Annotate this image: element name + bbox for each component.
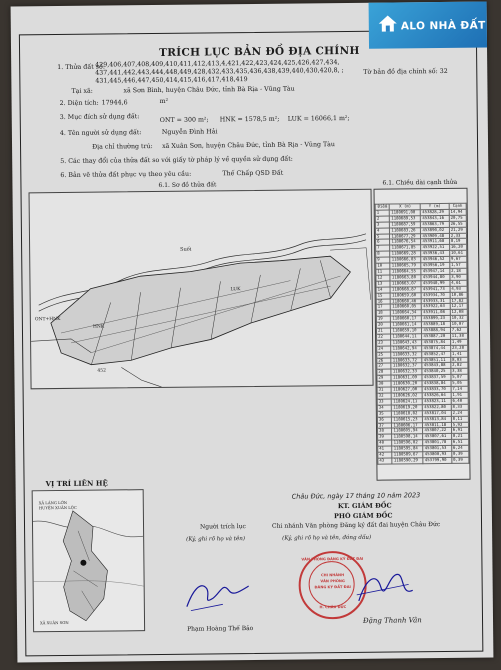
table-cell: 453940,99 [421, 280, 449, 286]
parcel-map [29, 189, 374, 390]
table-cell: 16 [376, 299, 391, 305]
table-cell: 1180590,29 [392, 458, 423, 464]
table-cell: 453875,84 [422, 339, 450, 345]
table-cell: 453837,59 [422, 375, 450, 381]
request-label: 6. Bản vẽ thửa đất phục vụ theo yêu cầu: [60, 170, 192, 179]
stamp-text: ĐĂNG KÝ ĐẤT ĐAI [314, 584, 351, 590]
table-cell: 1180660,46 [391, 298, 422, 304]
changes-label: 5. Các thay đổi của thửa đất so với giấy tờ pháp lý về quyền sử dụng đất: [60, 155, 293, 165]
table-cell: 1180595,84 [392, 446, 423, 452]
table-cell: 3 [375, 222, 390, 228]
table-cell: 1180689,53 [390, 216, 421, 222]
table-cell: 4,61 [450, 280, 467, 286]
table-cell: 14,94 [449, 209, 466, 215]
vitri-label: XÃ XUÂN SƠN [40, 619, 69, 626]
table-cell: 7 [376, 245, 391, 251]
table-cell: 2,18 [450, 268, 467, 274]
table-cell: 1180632,37 [391, 363, 422, 369]
table-cell: 35 [377, 411, 392, 417]
map-label-stream: Suối [180, 246, 192, 253]
table-cell: 4 [375, 228, 390, 234]
owner-name: Nguyễn Đình Hải [161, 128, 218, 136]
table-cell: 10,86 [450, 292, 467, 298]
table-cell: 31 [377, 387, 392, 393]
table-cell: 6,51 [451, 439, 468, 445]
table-cell: 1180665,79 [390, 263, 421, 269]
table-cell: 1180633,32 [391, 351, 422, 357]
table-cell: 1,41 [450, 351, 467, 357]
table-cell: 1180659,10 [391, 328, 422, 334]
watermark-text: ALO NHÀ ĐẤT [400, 19, 486, 33]
table-cell: 27 [377, 364, 392, 370]
table-cell: 453889,18 [422, 322, 450, 328]
table-cell: 453811,18 [423, 422, 451, 428]
parcel-map-drawing [30, 190, 373, 389]
table-cell: 453946,52 [421, 257, 449, 263]
table-cell: 1180687,59 [390, 221, 421, 227]
table-cell: 8,19 [449, 239, 466, 245]
table-cell: 1180663,80 [390, 275, 421, 281]
table-cell: 453874,44 [422, 345, 450, 351]
table-cell: 5,05 [451, 380, 468, 386]
extractor-role: Người trích lục [200, 523, 246, 531]
map-label-hnk: HNK [92, 324, 105, 330]
table-cell: 1 [375, 210, 390, 216]
table-cell: 10 [376, 263, 391, 269]
table-cell: 453911,68 [421, 239, 449, 245]
table-cell: 1180668,87 [391, 286, 422, 292]
table-cell: 453838,84 [423, 381, 451, 387]
table-cell: 1,49 [450, 339, 467, 345]
parcel-line-3: 431,445,446,447,450,414,415,416,417,418,419 [95, 76, 248, 85]
table-cell: 1180630,20 [391, 381, 422, 387]
table-cell: 22 [377, 334, 392, 340]
table-cell: 42 [378, 452, 393, 458]
table-cell: 23,28 [450, 345, 467, 351]
vitri-heading: VỊ TRÍ LIÊN HỆ [45, 478, 108, 489]
table-cell: 28 [377, 369, 392, 375]
table-cell: 453843,88 [422, 363, 450, 369]
stamp-text: H. CHÂU ĐỨC [319, 605, 347, 610]
table-cell: 1180642,94 [391, 345, 422, 351]
table-cell: 1180660,05 [391, 304, 422, 310]
table-cell: 453801,53 [423, 446, 451, 452]
deputy-director-label: PHÓ GIÁM ĐỐC [333, 511, 393, 521]
place-date: Châu Đức, ngày 17 tháng 10 năm 2023 [291, 491, 421, 501]
table-cell: 453852,47 [422, 351, 450, 357]
purpose-luk: LUK = 16066,1 m²; [287, 114, 350, 123]
table-cell: 453944,80 [421, 274, 449, 280]
table-cell: 25 [377, 352, 392, 358]
table-cell: 8,11 [451, 416, 468, 422]
table-cell: 23 [377, 340, 392, 346]
purpose-label: 3. Mục đích sử dụng đất: [59, 113, 140, 122]
table-cell: 1180619,20 [392, 405, 423, 411]
table-cell: 18 [376, 310, 391, 316]
table-cell: 24 [377, 346, 392, 352]
table-cell: 6,24 [451, 445, 468, 451]
table-cell: 34 [377, 405, 392, 411]
table-cell: 8 [376, 251, 391, 257]
table-cell: 26 [377, 358, 392, 364]
table-row [378, 457, 469, 464]
table-cell: 33 [377, 399, 392, 405]
parcel-line-2: 437,441,442,443,444,448,449,428,432,433,435,436,438,439,440,430,420,8, ; [95, 67, 344, 77]
table-cell: 453799,90 [423, 457, 451, 463]
table-cell: 1180618,02 [392, 410, 423, 416]
director-signature [352, 566, 422, 613]
table-cell: 453933,31 [422, 298, 450, 304]
table-cell: 8,03 [451, 357, 468, 363]
table-cell: 17,82 [450, 298, 467, 304]
purpose-hnk: HNK = 1578,5 m²; [219, 115, 280, 124]
director-name: Đặng Thanh Vân [362, 616, 422, 625]
table-cell: 453817,04 [423, 410, 451, 416]
table-cell: 453936,43 [421, 251, 449, 257]
table-cell: 453826,64 [423, 392, 451, 398]
table-cell: 4,93 [450, 286, 467, 292]
owner-address-label: Địa chỉ thường trú: [92, 143, 153, 151]
office-name: Chi nhánh Văn phòng Đăng ký đất đai huyện Châu Đức [271, 521, 441, 530]
table-cell: 453922,51 [421, 245, 449, 251]
table-cell: 8,33 [451, 404, 468, 410]
table-cell: 10,32 [450, 315, 467, 321]
table-cell: 2,24 [451, 410, 468, 416]
table-cell: 1180663,07 [390, 281, 421, 287]
area-label: 2. Diện tích: [59, 99, 99, 108]
table-cell: 5 [375, 234, 390, 240]
table-header: Điểm [375, 204, 390, 210]
table-cell: 1180644,11 [391, 334, 422, 340]
table-cell: 6,40 [451, 398, 468, 404]
table-cell: 26,55 [449, 221, 466, 227]
table-cell: 39 [378, 434, 393, 440]
table-cell: 1180659,60 [391, 292, 422, 298]
parcel-label: 1. Thửa đất số: [57, 63, 105, 72]
vitri-label: XÃ LÁNG LỚN [38, 499, 68, 506]
table-cell: 1180664,34 [391, 310, 422, 316]
table-cell: 8,21 [451, 434, 468, 440]
table-cell: 453890,02 [421, 227, 449, 233]
address-value: xã Sơn Bình, huyện Châu Đức, tỉnh Bà Rịa - Vũng Tàu [123, 85, 295, 95]
map-sheet-number: Tờ bản đồ địa chính số: 32 [363, 67, 448, 76]
table-cell: 7,62 [450, 327, 467, 333]
owner-address: xã Xuân Sơn, huyện Châu Đức, tỉnh Bà Rịa - Vũng Tàu [162, 141, 335, 150]
vitri-label: HUYỆN XUÂN LỘC [38, 504, 77, 511]
table-cell: 12,17 [450, 304, 467, 310]
edge-length-table [375, 203, 470, 465]
table-section-heading: 6.1. Chiều dài cạnh thửa [382, 178, 458, 187]
table-cell: 1180660,17 [391, 316, 422, 322]
table-cell: 0,39 [452, 457, 469, 463]
table-cell: 5,07 [451, 375, 468, 381]
table-cell: 1180633,72 [391, 357, 422, 363]
table-cell: 1180627,00 [392, 387, 423, 393]
table-cell: 9 [376, 257, 391, 263]
table-cell: 11,38 [450, 333, 467, 339]
table-cell: 3,38 [451, 369, 468, 375]
table-cell: 2,33 [449, 233, 466, 239]
request-value: Thế Chấp QSD Đất [222, 169, 284, 178]
table-cell: 12,08 [450, 310, 467, 316]
table-cell: 40 [378, 440, 393, 446]
table-cell: 36 [377, 417, 392, 423]
table-cell: 453911,08 [422, 310, 450, 316]
table-cell: 453888,94 [422, 327, 450, 333]
table-cell: 13 [376, 281, 391, 287]
table-cell: 41 [378, 446, 393, 452]
table-cell: 1,91 [451, 392, 468, 398]
table-cell: 453801,78 [423, 440, 451, 446]
table-cell: 453843,16 [421, 215, 449, 221]
table-cell: 453863,79 [421, 221, 449, 227]
table-cell: 1180666,03 [390, 257, 421, 263]
table-cell: 5,92 [451, 422, 468, 428]
stamp-text: CHI NHÁNH [320, 573, 345, 578]
table-cell: 38 [378, 428, 393, 434]
table-cell: 453822,80 [423, 404, 451, 410]
table-cell: 11 [376, 269, 391, 275]
table-cell: 20 [376, 322, 391, 328]
purpose-ont: ONT = 300 m²; [159, 116, 209, 124]
table-cell: 15 [376, 293, 391, 299]
table-cell: 1180643,43 [391, 340, 422, 346]
table-cell: 2 [375, 216, 390, 222]
table-cell: 453800,93 [423, 451, 451, 457]
table-cell: 29 [377, 375, 392, 381]
table-cell: 10,07 [450, 321, 467, 327]
table-cell: 7,14 [451, 386, 468, 392]
table-cell: 453840,25 [422, 369, 450, 375]
extractor-name: Phạm Hoàng Thế Bảo [187, 625, 254, 633]
table-cell: 453909,48 [421, 233, 449, 239]
table-cell: 1180664,55 [390, 269, 421, 275]
table-cell: 453956,19 [421, 262, 449, 268]
table-cell: 453813,84 [423, 416, 451, 422]
table-header: X (m) [390, 204, 421, 210]
location-map [32, 489, 145, 632]
table-cell: 1,57 [450, 262, 467, 268]
area-unit: m² [159, 97, 169, 105]
table-cell: 20,75 [449, 215, 466, 221]
stamp-text: VĂN PHÒNG ĐĂNG KÝ ĐẤT ĐAI [301, 556, 364, 562]
table-cell: 32 [377, 393, 392, 399]
table-cell: 1180676,54 [390, 239, 421, 245]
map-section-heading: 6.1. Sơ đồ thửa đất [158, 181, 217, 189]
table-cell: 1180624,11 [392, 399, 423, 405]
area-value: 17944,6 [101, 99, 128, 107]
location-map-drawing [33, 490, 144, 631]
table-cell: 30 [377, 381, 392, 387]
document-page [11, 2, 494, 663]
table-cell: 21 [376, 328, 391, 334]
map-label-ont-hnk: ONT+HNK [34, 317, 61, 323]
left-sign-note: (Ký, ghi rõ họ và tên) [186, 536, 246, 543]
table-cell: 1180615,23 [392, 416, 423, 422]
address-label: Tại xã: [71, 87, 93, 95]
table-cell: 453922,63 [422, 304, 450, 310]
table-cell: 9,67 [449, 256, 466, 262]
table-cell: 1180669,28 [390, 251, 421, 257]
table-cell: 1180677,29 [390, 233, 421, 239]
parcel-line-1: 429,406,407,408,409,410,411,412,413,4,421,422,423,424,425,426,427,434, [95, 59, 340, 69]
table-cell: 17 [376, 304, 391, 310]
table-cell: 453941,73 [422, 286, 450, 292]
table-cell: 453828,29 [421, 209, 449, 215]
table-cell: 16,20 [449, 245, 466, 251]
extractor-signature [182, 570, 252, 615]
table-cell: 14 [376, 287, 391, 293]
table-cell: 1180589,67 [392, 452, 423, 458]
watermark-logo [369, 2, 487, 49]
table-cell: 453947,14 [421, 268, 449, 274]
table-cell: 21,29 [449, 227, 466, 233]
table-cell: 453807,22 [423, 428, 451, 434]
kt-label: KT. GIÁM ĐỐC [337, 501, 392, 511]
table-cell: 453807,61 [423, 434, 451, 440]
table-cell: 12 [376, 275, 391, 281]
house-icon [377, 12, 399, 34]
table-cell: 453934,70 [422, 292, 450, 298]
table-header: Cạnh [449, 203, 466, 209]
stamp-text: VĂN PHÒNG [320, 579, 345, 584]
table-cell: 0,39 [452, 451, 469, 457]
table-cell: 1180605,94 [392, 428, 423, 434]
table-cell: 43 [378, 458, 393, 464]
table-cell: 1180661,14 [391, 322, 422, 328]
table-cell: 19 [376, 316, 391, 322]
table-cell: 37 [377, 423, 392, 429]
table-cell: 6,91 [451, 428, 468, 434]
table-cell: 3,90 [450, 274, 467, 280]
table-cell: 453899,23 [422, 316, 450, 322]
table-cell: 1180631,09 [391, 375, 422, 381]
map-label-452: 452 [97, 368, 107, 374]
table-cell: 1180606,17 [392, 422, 423, 428]
table-header: Y (m) [421, 203, 449, 209]
table-cell: 1180632,33 [391, 369, 422, 375]
table-cell: 1180691,08 [390, 210, 421, 216]
table-cell: 453851,11 [422, 357, 450, 363]
edge-length-table-area [374, 188, 471, 481]
table-cell: 1180598,14 [392, 434, 423, 440]
table-cell: 453823,11 [423, 398, 451, 404]
document-title: TRÍCH LỤC BẢN ĐỒ ĐỊA CHÍNH [159, 44, 360, 59]
table-cell: 1180683,26 [390, 227, 421, 233]
table-cell: 1180671,85 [390, 245, 421, 251]
table-cell: 6 [376, 239, 391, 245]
map-label-luk: LUK [230, 287, 241, 293]
right-sign-note: (Ký, ghi rõ họ và tên, đóng dấu) [282, 534, 372, 542]
table-cell: 10,61 [449, 250, 466, 256]
table-cell: 1180596,02 [392, 440, 423, 446]
table-cell: 453887,20 [422, 333, 450, 339]
owner-label: 4. Tên người sử dụng đất: [59, 129, 142, 138]
table-cell: 1180626,02 [392, 393, 423, 399]
table-cell: 453833,70 [423, 387, 451, 393]
table-cell: 2,82 [451, 363, 468, 369]
